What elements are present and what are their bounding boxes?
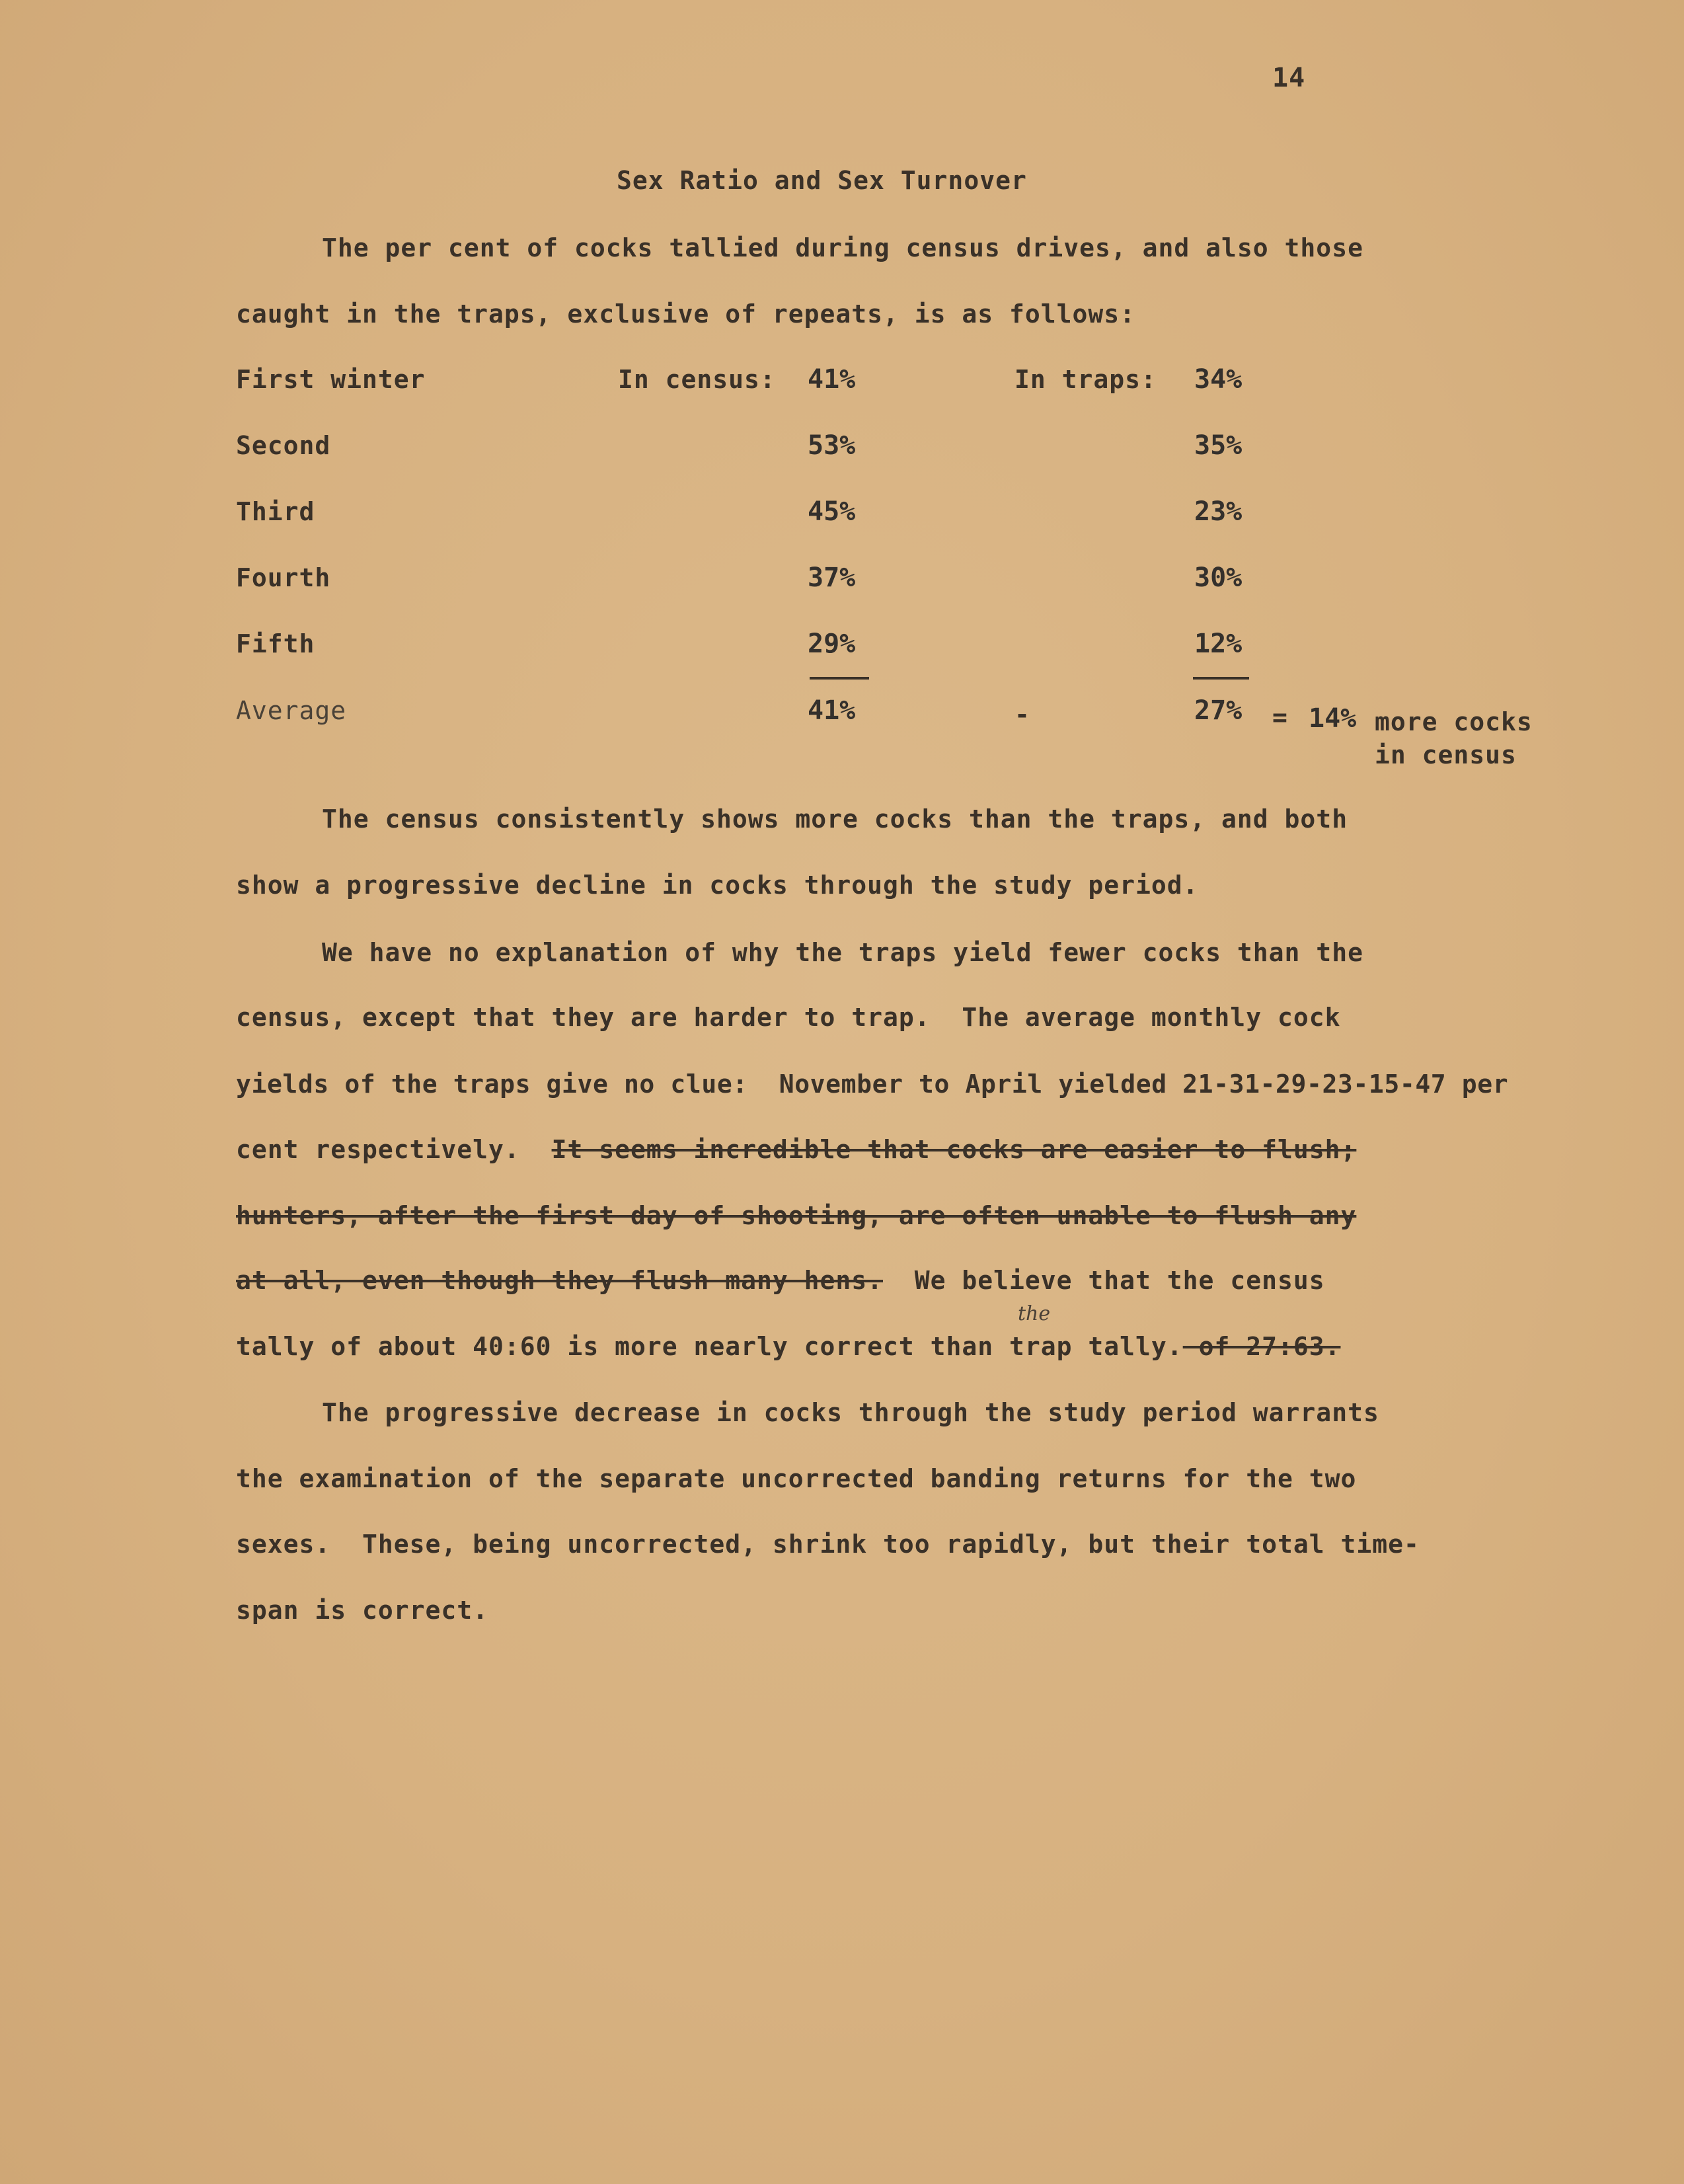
para2-line-1: We have no explanation of why the traps yield fewer cocks than the [322,938,1363,967]
struck-text-4: of 27:63. [1182,1332,1341,1361]
page-number: 14 [1272,63,1306,93]
para3-line-1: The progressive decrease in cocks through the study period warrants [322,1398,1379,1427]
difference-note-line-1: more cocks [1375,707,1533,736]
traps-average: 27% [1194,695,1243,726]
row-label-first-winter: First winter [236,365,426,394]
struck-text-1: It seems incredible that cocks are easier to flush; [551,1135,1357,1164]
para3-line-2: the examination of the separate uncorrected banding returns for the two [236,1464,1357,1493]
para1-line-2: show a progressive decline in cocks through the study period. [236,871,1199,900]
row-label-second: Second [236,431,331,460]
traps-value-third: 23% [1194,496,1243,527]
census-sum-rule [810,677,869,680]
traps-value-first: 34% [1194,364,1243,395]
census-average: 41% [808,695,856,726]
census-value-second: 53% [808,430,856,461]
para2-line-6 [236,1265,1325,1296]
traps-value-fifth: 12% [1194,629,1243,659]
traps-label: In traps: [1014,365,1157,394]
para2-line-7 [236,1331,1340,1362]
traps-value-second: 35% [1194,430,1243,461]
row-label-average: Average [236,696,347,725]
row-label-fifth: Fifth [236,629,315,658]
census-value-fourth: 37% [808,563,856,593]
row-label-third: Third [236,497,315,526]
para3-line-3: sexes. These, being uncorrected, shrink too rapidly, but their total time- [236,1530,1420,1559]
struck-text-2: hunters, after the first day of shooting, are often unable to flush any [236,1201,1357,1230]
traps-sum-rule [1193,677,1249,680]
census-label: In census: [618,365,776,394]
para2-line-3: yields of the traps give no clue: November to April yielded 21-31-29-23-15-47 per [236,1070,1509,1099]
row-label-fourth: Fourth [236,563,331,592]
traps-value-fourth: 30% [1194,563,1243,593]
para3-line-4: span is correct. [236,1596,489,1625]
intro-line-2: caught in the traps, exclusive of repeats, is as follows: [236,299,1136,329]
census-value-first: 41% [808,364,856,395]
para1-line-1: The census consistently shows more cocks than the traps, and both [322,804,1348,834]
intro-line-1: The per cent of cocks tallied during census drives, and also those [322,233,1363,262]
difference-note-line-2: in census [1375,740,1517,769]
difference-value: 14% [1309,703,1357,734]
equals-sign: = [1272,703,1288,732]
para2-line-5 [236,1200,1356,1231]
page-title: Sex Ratio and Sex Turnover [617,166,1027,195]
census-value-fifth: 29% [808,629,856,659]
para2-line-4 [236,1134,1356,1165]
struck-text-3: at all, even though they flush many hens. [236,1266,883,1295]
para2-line-7-text-a: tally of about 40:60 is more nearly correct than [236,1332,994,1361]
para2-line-6-text: We believe that the census [883,1266,1325,1295]
census-value-third: 45% [808,496,856,527]
minus-sign: - [1014,700,1030,729]
para2-line-4-text: cent respectively. [236,1135,552,1164]
para2-line-7-text-b: trap tally. [993,1332,1183,1361]
handwritten-insertion: the [1018,1302,1051,1325]
para2-line-2: census, except that they are harder to trap. The average monthly cock [236,1003,1341,1032]
